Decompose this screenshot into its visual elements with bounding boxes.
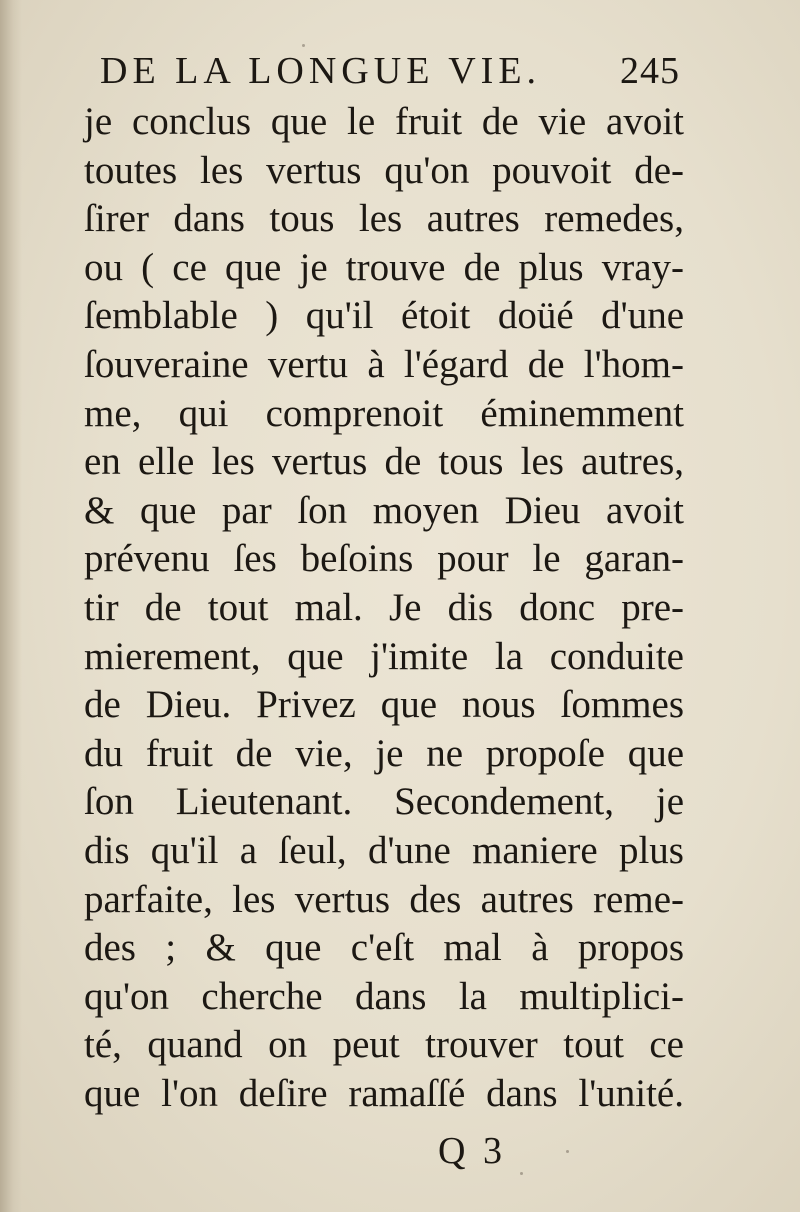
text-line: ſouveraine vertu à l'égard de l'hom- xyxy=(84,342,684,386)
paper-speck xyxy=(566,1150,569,1153)
text-line: de Dieu. Privez que nous ſommes xyxy=(84,683,684,727)
paper-speck xyxy=(302,44,305,47)
body-text xyxy=(84,98,684,1118)
running-head xyxy=(100,52,680,90)
text-line: du fruit de vie, je ne propoſe que xyxy=(84,731,684,775)
signature-mark: Q 3 xyxy=(438,1130,506,1172)
text-line: parfaite, les vertus des autres reme- xyxy=(84,877,684,921)
text-line: & que par ſon moyen Dieu avoit xyxy=(84,488,684,532)
text-line: des ; & que c'eſt mal à propos xyxy=(84,926,684,970)
text-line: ſon Lieutenant. Secondement, je xyxy=(84,780,684,824)
running-title: DE LA LONGUE VIE. xyxy=(100,50,542,92)
text-line: ſirer dans tous les autres remedes, xyxy=(84,197,684,241)
page-gutter-shadow xyxy=(0,0,22,1212)
text-line: mierement, que j'imite la conduite xyxy=(84,634,684,678)
text-line: toutes les vertus qu'on pouvoit de- xyxy=(84,148,684,192)
text-line: tir de tout mal. Je dis donc pre- xyxy=(84,585,684,629)
text-line: que l'on deſire ramaſſé dans l'unité. xyxy=(84,1071,684,1115)
text-line: té, quand on peut trouver tout ce xyxy=(84,1023,684,1067)
text-line: ou ( ce que je trouve de plus vray- xyxy=(84,245,684,289)
text-line: me, qui comprenoit éminemment xyxy=(84,391,684,435)
text-line: dis qu'il a ſeul, d'une maniere plus xyxy=(84,828,684,872)
text-line: qu'on cherche dans la multiplici- xyxy=(84,974,684,1018)
text-line: prévenu ſes beſoins pour le garan- xyxy=(84,537,684,581)
paper-speck xyxy=(520,1172,523,1175)
page-number: 245 xyxy=(620,50,680,92)
text-line: en elle les vertus de tous les autres, xyxy=(84,440,684,484)
text-line: ſemblable ) qu'il étoit doüé d'une xyxy=(84,294,684,338)
text-line: je conclus que le fruit de vie avoit xyxy=(84,100,684,143)
